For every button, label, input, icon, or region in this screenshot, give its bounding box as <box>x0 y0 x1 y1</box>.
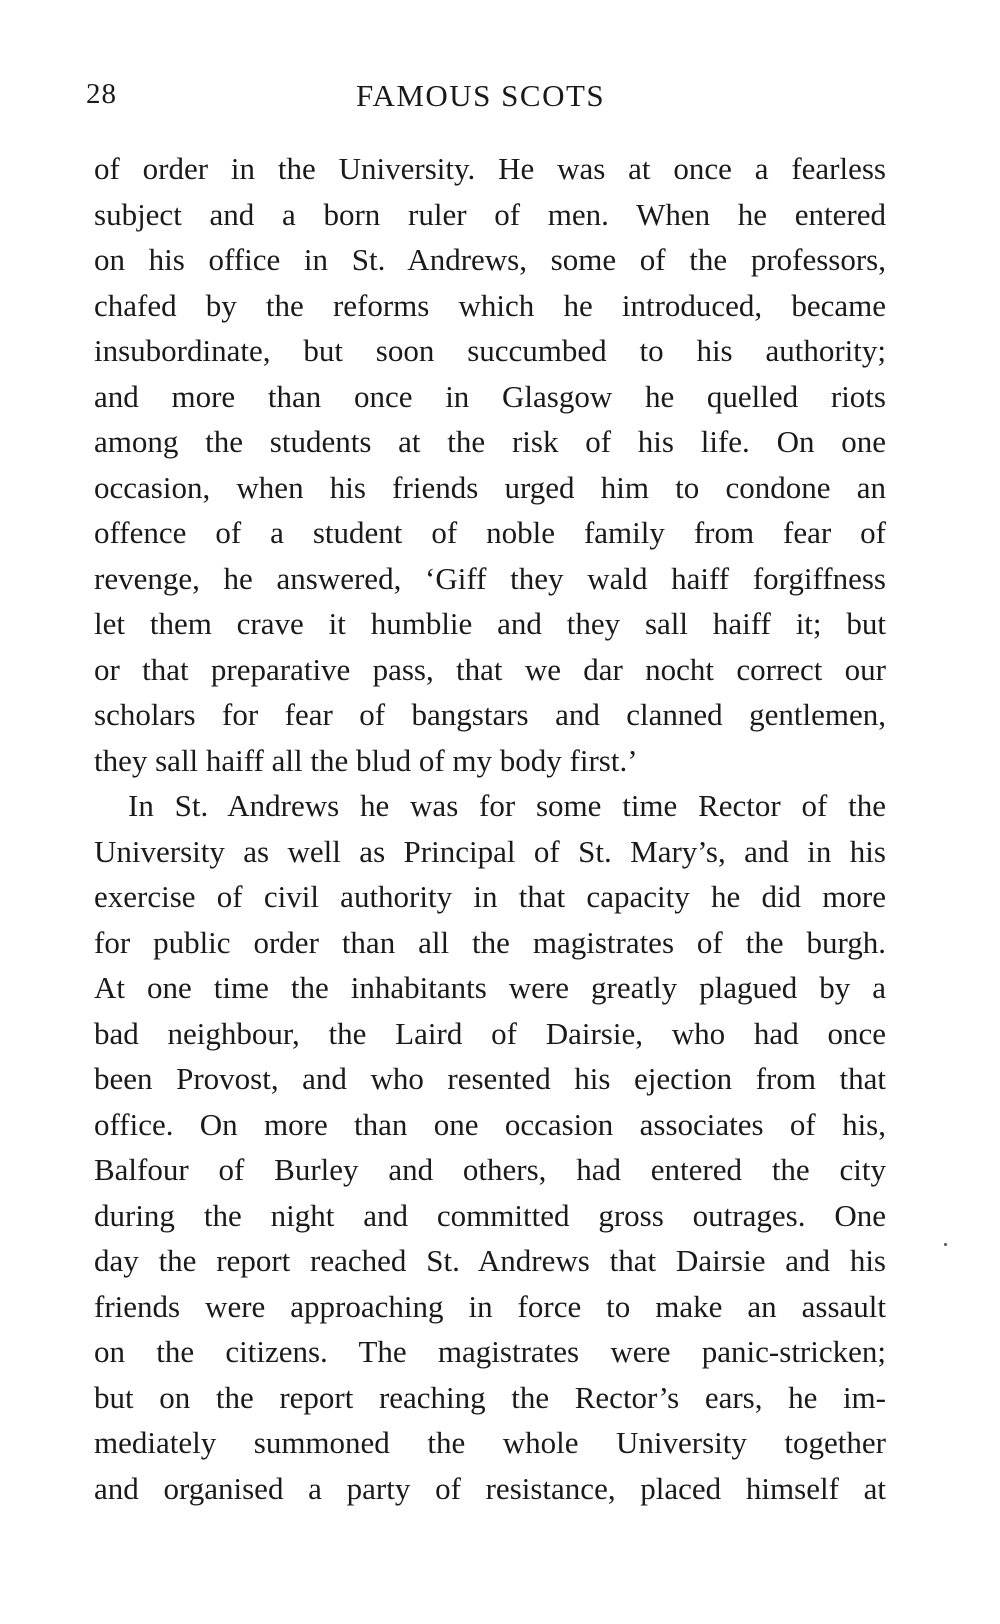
paragraph-2 <box>94 783 886 1511</box>
text-line: and more than once in Glasgow he quelled riots <box>94 378 886 414</box>
text-line: In St. Andrews he was for some time Rector of the <box>128 788 886 823</box>
running-head: FAMOUS SCOTS <box>356 78 606 113</box>
text-line: offence of a student of noble family from fear of <box>94 515 886 550</box>
text-line: for public order than all the magistrates of the burgh. <box>94 924 886 960</box>
text-line: exercise of civil authority in that capacity he did more <box>94 879 886 914</box>
text-line: mediately summoned the whole University together <box>94 1425 886 1460</box>
text-line: friends were approaching in force to make an assault <box>94 1288 886 1324</box>
text-line: bad neighbour, the Laird of Dairsie, who had once <box>94 1015 886 1051</box>
text-line: among the students at the risk of his life. On one <box>94 424 886 459</box>
text-line: they sall haiff all the blud of my body first.’ <box>94 742 638 778</box>
text-line: and organised a party of resistance, placed himself at <box>94 1470 886 1506</box>
text-line: insubordinate, but soon succumbed to his authority; <box>94 333 886 368</box>
page-number: 28 <box>86 78 117 110</box>
text-line: or that preparative pass, that we dar nocht correct our <box>94 651 886 687</box>
text-line: day the report reached St. Andrews that Dairsie and his <box>94 1243 886 1278</box>
text-line: subject and a born ruler of men. When he entered <box>94 196 886 232</box>
text-line: been Provost, and who resented his ejection from that <box>94 1061 886 1096</box>
text-line: scholars for fear of bangstars and clanned gentlemen, <box>94 697 886 732</box>
text-line: let them crave it humblie and they sall haiff it; but <box>94 606 886 641</box>
page-header <box>86 78 886 126</box>
text-line: Balfour of Burley and others, had entered the city <box>94 1152 886 1187</box>
scan-speck <box>944 1243 947 1246</box>
text-line: of order in the University. He was at once a fearless <box>94 151 886 186</box>
text-line: University as well as Principal of St. Mary’s, and in his <box>94 833 886 869</box>
text-line: but on the report reaching the Rector’s ears, he im- <box>94 1379 886 1415</box>
paragraph-1 <box>94 146 886 783</box>
text-line: on his office in St. Andrews, some of the professors, <box>94 242 886 277</box>
text-line: revenge, he answered, ‘Giff they wald haiff forgiffness <box>94 560 886 596</box>
body-text <box>94 146 886 1511</box>
text-line: occasion, when his friends urged him to condone an <box>94 469 886 505</box>
text-line: At one time the inhabitants were greatly plagued by a <box>94 970 886 1005</box>
text-line: on the citizens. The magistrates were panic-stricken; <box>94 1334 886 1369</box>
text-line: office. On more than one occasion associates of his, <box>94 1106 886 1142</box>
text-line: during the night and committed gross outrages. One <box>94 1197 886 1233</box>
text-line: chafed by the reforms which he introduced, became <box>94 287 886 323</box>
